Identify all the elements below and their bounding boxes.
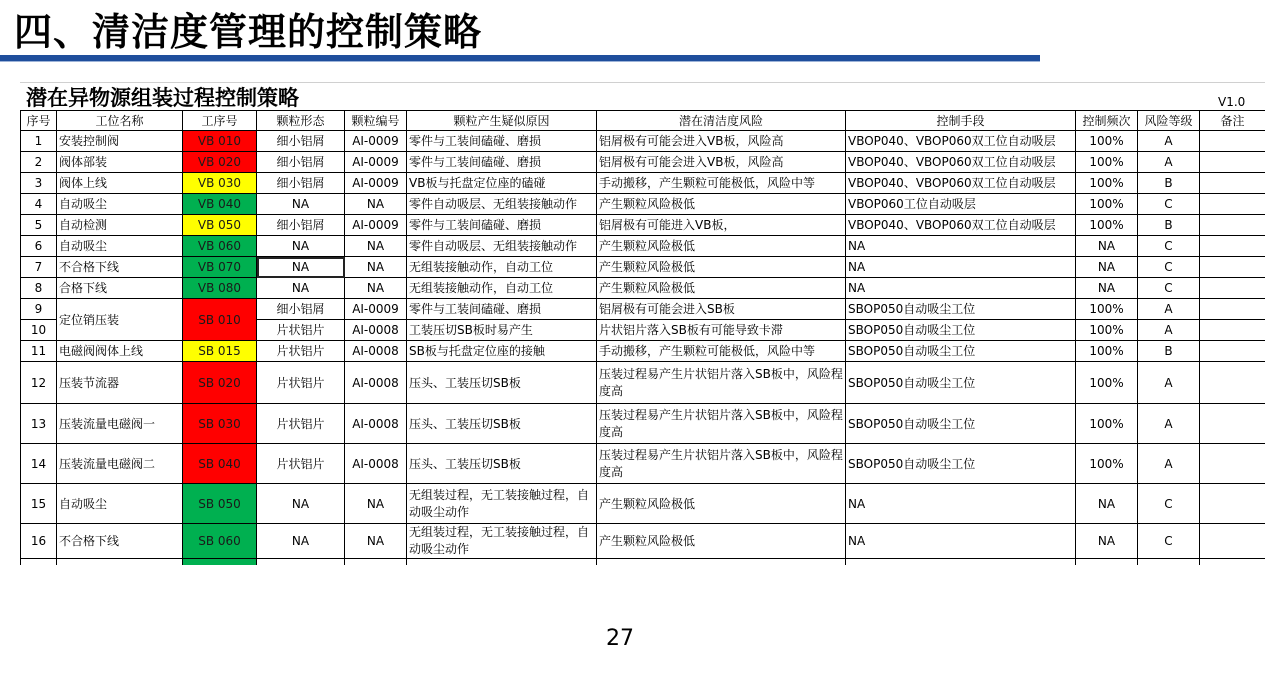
cell-empty[interactable] bbox=[407, 559, 597, 566]
cell-cause[interactable]: 零件与工装间磕碰、磨损 bbox=[407, 299, 597, 320]
cell-control[interactable]: VBOP040、VBOP060双工位自动吸层 bbox=[846, 131, 1076, 152]
cell-control[interactable]: SBOP050自动吸尘工位 bbox=[846, 404, 1076, 444]
cell-op[interactable]: VB 040 bbox=[183, 194, 257, 215]
cell-shape[interactable]: 片状铝片 bbox=[257, 444, 345, 484]
cell-remark[interactable] bbox=[1200, 194, 1266, 215]
cell-op[interactable]: VB 080 bbox=[183, 278, 257, 299]
cell-risk[interactable]: 产生颗粒风险极低 bbox=[597, 278, 846, 299]
cell-pid[interactable]: NA bbox=[345, 524, 407, 559]
cell-risk[interactable]: 产生颗粒风险极低 bbox=[597, 194, 846, 215]
cell-risk[interactable]: 产生颗粒风险极低 bbox=[597, 524, 846, 559]
cell-risk[interactable]: 铝屑极有可能进入VB板， bbox=[597, 215, 846, 236]
cell-pid[interactable]: AI-0009 bbox=[345, 215, 407, 236]
cell-no[interactable]: 13 bbox=[21, 404, 57, 444]
cell-pid[interactable]: NA bbox=[345, 257, 407, 278]
cell-station[interactable]: 压装流量电磁阀二 bbox=[57, 444, 183, 484]
cell-empty[interactable] bbox=[21, 559, 57, 566]
table-body bbox=[21, 131, 1266, 566]
cell-cause[interactable]: SB板与托盘定位座的接触 bbox=[407, 341, 597, 362]
cell-pid[interactable]: AI-0009 bbox=[345, 131, 407, 152]
cell-op[interactable]: VB 020 bbox=[183, 152, 257, 173]
cell-pid[interactable]: AI-0009 bbox=[345, 152, 407, 173]
cell-level[interactable]: C bbox=[1138, 257, 1200, 278]
cell-control[interactable]: NA bbox=[846, 278, 1076, 299]
cell-freq[interactable]: NA bbox=[1076, 257, 1138, 278]
cell-control[interactable]: VBOP040、VBOP060双工位自动吸层 bbox=[846, 173, 1076, 194]
cell-cause[interactable]: 压头、工装压切SB板 bbox=[407, 362, 597, 404]
cell-cause[interactable]: 无组装接触动作，自动工位 bbox=[407, 278, 597, 299]
cell-cause[interactable]: 零件与工装间磕碰、磨损 bbox=[407, 131, 597, 152]
cell-shape[interactable]: NA bbox=[257, 484, 345, 524]
control-strategy-table bbox=[20, 110, 1265, 565]
cell-pid[interactable]: AI-0008 bbox=[345, 362, 407, 404]
header-no: 序号 bbox=[21, 111, 57, 131]
cell-risk[interactable]: 压装过程易产生片状铝片落入SB板中，风险程度高 bbox=[597, 404, 846, 444]
cell-level[interactable]: B bbox=[1138, 341, 1200, 362]
cell-remark[interactable] bbox=[1200, 257, 1266, 278]
cell-shape[interactable]: 细小铝屑 bbox=[257, 131, 345, 152]
cell-risk[interactable]: 铝屑极有可能会进入VB板，风险高 bbox=[597, 152, 846, 173]
cell-station[interactable]: 压装流量电磁阀一 bbox=[57, 404, 183, 444]
cell-op[interactable]: SB 050 bbox=[183, 484, 257, 524]
cell-pid[interactable]: NA bbox=[345, 194, 407, 215]
cell-control[interactable]: VBOP060工位自动吸层 bbox=[846, 194, 1076, 215]
cell-level[interactable]: C bbox=[1138, 194, 1200, 215]
cell-cause[interactable]: 零件与工装间磕碰、磨损 bbox=[407, 152, 597, 173]
table-row bbox=[21, 257, 1266, 278]
header-freq: 控制频次 bbox=[1076, 111, 1138, 131]
cell-no[interactable]: 8 bbox=[21, 278, 57, 299]
table-row bbox=[21, 194, 1266, 215]
table-row bbox=[21, 152, 1266, 173]
cell-cause[interactable]: 工装压切SB板时易产生 bbox=[407, 320, 597, 341]
cell-shape[interactable]: NA bbox=[257, 236, 345, 257]
header-shape: 颗粒形态 bbox=[257, 111, 345, 131]
cell-remark[interactable] bbox=[1200, 215, 1266, 236]
table-row bbox=[21, 236, 1266, 257]
cell-no[interactable]: 2 bbox=[21, 152, 57, 173]
cell-shape[interactable]: NA bbox=[257, 257, 345, 278]
cell-freq[interactable]: NA bbox=[1076, 278, 1138, 299]
cell-level[interactable]: A bbox=[1138, 152, 1200, 173]
cell-station[interactable]: 阀体上线 bbox=[57, 173, 183, 194]
cell-op[interactable]: SB 010 bbox=[183, 299, 257, 341]
cell-level[interactable]: A bbox=[1138, 362, 1200, 404]
cell-no[interactable]: 3 bbox=[21, 173, 57, 194]
cell-freq[interactable]: 100% bbox=[1076, 341, 1138, 362]
cell-level[interactable]: B bbox=[1138, 173, 1200, 194]
cell-control[interactable]: NA bbox=[846, 524, 1076, 559]
cell-no[interactable]: 5 bbox=[21, 215, 57, 236]
cell-control[interactable]: SBOP050自动吸尘工位 bbox=[846, 362, 1076, 404]
cell-freq[interactable]: 100% bbox=[1076, 362, 1138, 404]
cell-level[interactable]: C bbox=[1138, 278, 1200, 299]
cell-cause[interactable]: 零件自动吸层、无组装接触动作 bbox=[407, 236, 597, 257]
page-title: 四、清洁度管理的控制策略 bbox=[14, 10, 483, 54]
cell-remark[interactable] bbox=[1200, 278, 1266, 299]
cell-no[interactable]: 11 bbox=[21, 341, 57, 362]
table-row bbox=[21, 278, 1266, 299]
cell-shape[interactable]: NA bbox=[257, 194, 345, 215]
cell-control[interactable]: SBOP050自动吸尘工位 bbox=[846, 444, 1076, 484]
cell-station[interactable]: 安装控制阀 bbox=[57, 131, 183, 152]
cell-level[interactable]: A bbox=[1138, 131, 1200, 152]
cell-freq[interactable]: 100% bbox=[1076, 444, 1138, 484]
cell-pid[interactable]: AI-0008 bbox=[345, 444, 407, 484]
cell-cause[interactable]: 零件自动吸层、无组装接触动作 bbox=[407, 194, 597, 215]
cell-shape[interactable]: NA bbox=[257, 524, 345, 559]
cell-freq[interactable]: 100% bbox=[1076, 152, 1138, 173]
cell-pid[interactable]: NA bbox=[345, 236, 407, 257]
cell-no[interactable]: 7 bbox=[21, 257, 57, 278]
cell-shape[interactable]: 细小铝屑 bbox=[257, 152, 345, 173]
cell-level[interactable]: C bbox=[1138, 484, 1200, 524]
cell-control[interactable]: VBOP040、VBOP060双工位自动吸层 bbox=[846, 152, 1076, 173]
cell-level[interactable]: C bbox=[1138, 236, 1200, 257]
cell-no[interactable]: 14 bbox=[21, 444, 57, 484]
cell-station[interactable]: 自动吸尘 bbox=[57, 236, 183, 257]
cell-remark[interactable] bbox=[1200, 341, 1266, 362]
cell-op[interactable]: SB 015 bbox=[183, 341, 257, 362]
cell-freq[interactable]: 100% bbox=[1076, 131, 1138, 152]
title-underline-thin bbox=[0, 61, 1040, 62]
table-row bbox=[21, 524, 1266, 559]
cell-level[interactable]: C bbox=[1138, 524, 1200, 559]
header-op: 工序号 bbox=[183, 111, 257, 131]
header-pid: 颗粒编号 bbox=[345, 111, 407, 131]
cell-pid[interactable]: AI-0008 bbox=[345, 320, 407, 341]
cell-risk[interactable]: 片状铝片落入SB板有可能导致卡滞 bbox=[597, 320, 846, 341]
cell-no[interactable]: 6 bbox=[21, 236, 57, 257]
cell-shape[interactable]: 细小铝屑 bbox=[257, 299, 345, 320]
cell-shape[interactable]: 片状铝片 bbox=[257, 362, 345, 404]
cell-station[interactable]: 阀体部装 bbox=[57, 152, 183, 173]
cell-empty[interactable] bbox=[345, 559, 407, 566]
cell-remark[interactable] bbox=[1200, 484, 1266, 524]
cell-freq[interactable]: 100% bbox=[1076, 320, 1138, 341]
cell-cause[interactable]: 无组装过程，无工装接触过程，自动吸尘动作 bbox=[407, 484, 597, 524]
cell-cause[interactable]: 无组装过程，无工装接触过程，自动吸尘动作 bbox=[407, 524, 597, 559]
cell-cause[interactable]: 零件与工装间磕碰、磨损 bbox=[407, 215, 597, 236]
header-level: 风险等级 bbox=[1138, 111, 1200, 131]
header-station: 工位名称 bbox=[57, 111, 183, 131]
cell-remark[interactable] bbox=[1200, 236, 1266, 257]
cell-op[interactable]: VB 010 bbox=[183, 131, 257, 152]
cell-freq[interactable]: NA bbox=[1076, 524, 1138, 559]
cell-op[interactable]: SB 060 bbox=[183, 524, 257, 559]
cell-pid[interactable]: AI-0009 bbox=[345, 173, 407, 194]
table-row bbox=[21, 362, 1266, 404]
table-row-partial bbox=[21, 559, 1266, 566]
header-remark: 备注 bbox=[1200, 111, 1266, 131]
cell-control[interactable]: SBOP050自动吸尘工位 bbox=[846, 299, 1076, 320]
cell-remark[interactable] bbox=[1200, 299, 1266, 320]
table-row bbox=[21, 444, 1266, 484]
cell-remark[interactable] bbox=[1200, 404, 1266, 444]
cell-risk[interactable]: 产生颗粒风险极低 bbox=[597, 236, 846, 257]
cell-control[interactable]: NA bbox=[846, 257, 1076, 278]
cell-no[interactable]: 15 bbox=[21, 484, 57, 524]
header-control: 控制手段 bbox=[846, 111, 1076, 131]
cell-station[interactable]: 不合格下线 bbox=[57, 524, 183, 559]
cell-risk[interactable]: 压装过程易产生片状铝片落入SB板中，风险程度高 bbox=[597, 362, 846, 404]
cell-op[interactable]: VB 060 bbox=[183, 236, 257, 257]
cell-station[interactable]: 压装节流器 bbox=[57, 362, 183, 404]
cell-risk[interactable]: 铝屑极有可能会进入VB板，风险高 bbox=[597, 131, 846, 152]
page-number: 27 bbox=[606, 626, 634, 651]
cell-freq[interactable]: 100% bbox=[1076, 194, 1138, 215]
cell-control[interactable]: VBOP040、VBOP060双工位自动吸层 bbox=[846, 215, 1076, 236]
cell-shape[interactable]: 片状铝片 bbox=[257, 320, 345, 341]
cell-level[interactable]: B bbox=[1138, 215, 1200, 236]
cell-freq[interactable]: 100% bbox=[1076, 173, 1138, 194]
cell-shape[interactable]: 片状铝片 bbox=[257, 404, 345, 444]
cell-remark[interactable] bbox=[1200, 524, 1266, 559]
cell-level[interactable]: A bbox=[1138, 404, 1200, 444]
cell-empty[interactable] bbox=[257, 559, 345, 566]
cell-op[interactable]: SB 040 bbox=[183, 444, 257, 484]
header-risk: 潜在清洁度风险 bbox=[597, 111, 846, 131]
cell-no[interactable]: 1 bbox=[21, 131, 57, 152]
cell-empty[interactable] bbox=[1200, 559, 1266, 566]
cell-freq[interactable]: 100% bbox=[1076, 215, 1138, 236]
cell-no[interactable]: 9 bbox=[21, 299, 57, 320]
cell-risk[interactable]: 手动搬移，产生颗粒可能极低，风险中等 bbox=[597, 173, 846, 194]
cell-no[interactable]: 16 bbox=[21, 524, 57, 559]
table-row bbox=[21, 341, 1266, 362]
table-row bbox=[21, 215, 1266, 236]
version-label: V1.0 bbox=[1218, 95, 1246, 109]
cell-op[interactable]: VB 030 bbox=[183, 173, 257, 194]
sheet-title: 潜在异物源组装过程控制策略 bbox=[26, 86, 299, 110]
cell-remark[interactable] bbox=[1200, 444, 1266, 484]
cell-control[interactable]: SBOP050自动吸尘工位 bbox=[846, 320, 1076, 341]
cell-empty[interactable] bbox=[1138, 559, 1200, 566]
table-row bbox=[21, 131, 1266, 152]
cell-remark[interactable] bbox=[1200, 152, 1266, 173]
spreadsheet bbox=[20, 82, 1265, 565]
cell-control[interactable]: NA bbox=[846, 236, 1076, 257]
cell-shape[interactable]: NA bbox=[257, 278, 345, 299]
cell-op[interactable]: SB 030 bbox=[183, 404, 257, 444]
table-row bbox=[21, 484, 1266, 524]
cell-station[interactable]: 不合格下线 bbox=[57, 257, 183, 278]
cell-no[interactable]: 12 bbox=[21, 362, 57, 404]
cell-cause[interactable]: VB板与托盘定位座的磕碰 bbox=[407, 173, 597, 194]
cell-empty[interactable] bbox=[1076, 559, 1138, 566]
cell-freq[interactable]: NA bbox=[1076, 236, 1138, 257]
cell-no[interactable]: 10 bbox=[21, 320, 57, 341]
cell-freq[interactable]: 100% bbox=[1076, 404, 1138, 444]
cell-empty[interactable] bbox=[183, 559, 257, 566]
cell-station[interactable]: 定位销压装 bbox=[57, 299, 183, 341]
cell-cause[interactable]: 压头、工装压切SB板 bbox=[407, 404, 597, 444]
cell-op[interactable]: VB 070 bbox=[183, 257, 257, 278]
cell-control[interactable]: SBOP050自动吸尘工位 bbox=[846, 341, 1076, 362]
cell-empty[interactable] bbox=[846, 559, 1076, 566]
cell-risk[interactable]: 铝屑极有可能会进入SB板 bbox=[597, 299, 846, 320]
cell-pid[interactable]: AI-0008 bbox=[345, 341, 407, 362]
cell-shape[interactable]: 细小铝屑 bbox=[257, 173, 345, 194]
header-cause: 颗粒产生疑似原因 bbox=[407, 111, 597, 131]
cell-control[interactable]: NA bbox=[846, 484, 1076, 524]
cell-freq[interactable]: NA bbox=[1076, 484, 1138, 524]
cell-remark[interactable] bbox=[1200, 131, 1266, 152]
cell-risk[interactable]: 产生颗粒风险极低 bbox=[597, 257, 846, 278]
cell-station[interactable]: 合格下线 bbox=[57, 278, 183, 299]
table-row bbox=[21, 299, 1266, 320]
cell-remark[interactable] bbox=[1200, 362, 1266, 404]
table-header-row bbox=[21, 111, 1266, 131]
cell-op[interactable]: VB 050 bbox=[183, 215, 257, 236]
cell-risk[interactable]: 压装过程易产生片状铝片落入SB板中，风险程度高 bbox=[597, 444, 846, 484]
cell-op[interactable]: SB 020 bbox=[183, 362, 257, 404]
cell-remark[interactable] bbox=[1200, 173, 1266, 194]
cell-cause[interactable]: 无组装接触动作，自动工位 bbox=[407, 257, 597, 278]
cell-station[interactable]: 自动检测 bbox=[57, 215, 183, 236]
cell-cause[interactable]: 压头、工装压切SB板 bbox=[407, 444, 597, 484]
cell-shape[interactable]: 细小铝屑 bbox=[257, 215, 345, 236]
cell-risk[interactable]: 手动搬移，产生颗粒可能极低，风险中等 bbox=[597, 341, 846, 362]
cell-station[interactable]: 自动吸尘 bbox=[57, 194, 183, 215]
cell-empty[interactable] bbox=[57, 559, 183, 566]
cell-empty[interactable] bbox=[597, 559, 846, 566]
cell-pid[interactable]: NA bbox=[345, 278, 407, 299]
cell-freq[interactable]: 100% bbox=[1076, 299, 1138, 320]
cell-station[interactable]: 自动吸尘 bbox=[57, 484, 183, 524]
cell-pid[interactable]: NA bbox=[345, 484, 407, 524]
table-row bbox=[21, 173, 1266, 194]
cell-risk[interactable]: 产生颗粒风险极低 bbox=[597, 484, 846, 524]
cell-level[interactable]: A bbox=[1138, 444, 1200, 484]
cell-pid[interactable]: AI-0009 bbox=[345, 299, 407, 320]
cell-level[interactable]: A bbox=[1138, 299, 1200, 320]
cell-level[interactable]: A bbox=[1138, 320, 1200, 341]
cell-station[interactable]: 电磁阀阀体上线 bbox=[57, 341, 183, 362]
cell-remark[interactable] bbox=[1200, 320, 1266, 341]
cell-shape[interactable]: 片状铝片 bbox=[257, 341, 345, 362]
cell-pid[interactable]: AI-0008 bbox=[345, 404, 407, 444]
table-row bbox=[21, 404, 1266, 444]
cell-no[interactable]: 4 bbox=[21, 194, 57, 215]
